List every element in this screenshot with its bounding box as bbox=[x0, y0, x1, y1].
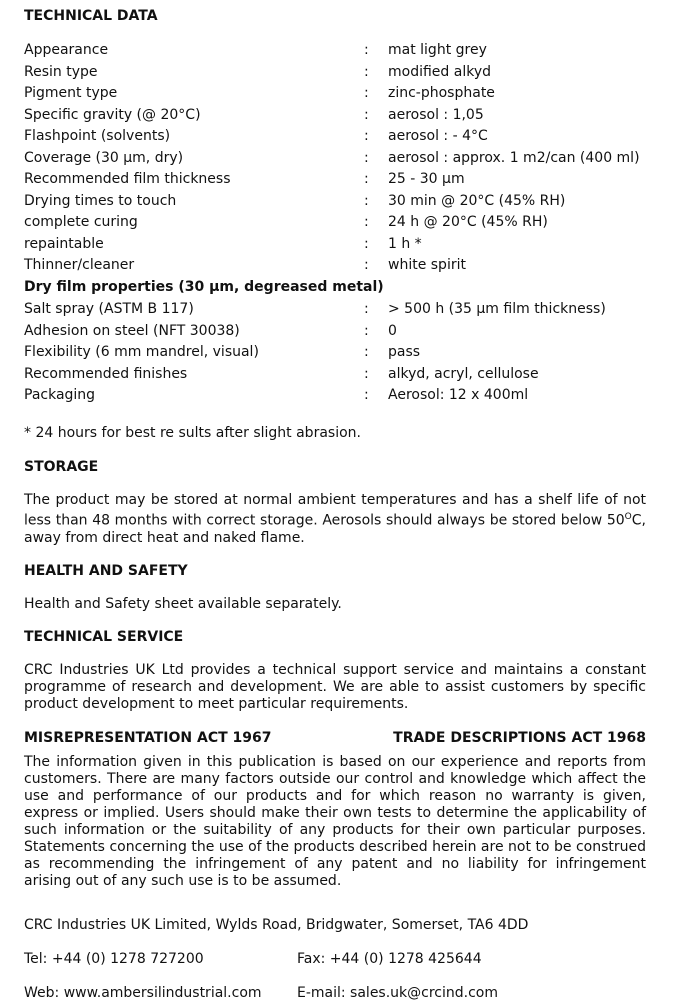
degree-superscript: O bbox=[624, 512, 632, 522]
dry-film-subheading: Dry film properties (30 µm, degreased metal) bbox=[24, 279, 384, 295]
row-colon: : bbox=[364, 106, 369, 123]
technical-data-heading: TECHNICAL DATA bbox=[24, 8, 158, 24]
data-row bbox=[24, 83, 646, 104]
data-row bbox=[24, 191, 646, 212]
row-colon: : bbox=[364, 214, 369, 230]
technical-service-heading: TECHNICAL SERVICE bbox=[24, 629, 184, 645]
website: Web: www.ambersilindustrial.com bbox=[24, 985, 262, 1001]
row-label: Flexibility (6 mm mandrel, visual) bbox=[24, 344, 259, 360]
row-label: Drying times to touch bbox=[24, 192, 177, 209]
data-row bbox=[24, 62, 646, 83]
row-colon: : bbox=[364, 344, 369, 360]
row-value: aerosol : 1,05 bbox=[388, 106, 484, 123]
data-row bbox=[24, 299, 646, 320]
legal-headings bbox=[24, 730, 646, 746]
row-label: Coverage (30 µm, dry) bbox=[24, 149, 184, 166]
row-colon: : bbox=[364, 257, 369, 273]
row-value: zinc-phosphate bbox=[388, 85, 495, 101]
row-value: 30 min @ 20°C (45% RH) bbox=[388, 192, 566, 209]
data-row bbox=[24, 364, 646, 385]
company-address: CRC Industries UK Limited, Wylds Road, Bridgwater, Somerset, TA6 4DD bbox=[24, 917, 529, 933]
row-label: Flashpoint (solvents) bbox=[24, 128, 171, 144]
data-row bbox=[24, 126, 646, 147]
row-label: Specific gravity (@ 20°C) bbox=[24, 106, 201, 123]
trade-descriptions-heading: TRADE DESCRIPTIONS ACT 1968 bbox=[393, 730, 646, 746]
row-label: Resin type bbox=[24, 63, 98, 80]
row-value: modified alkyd bbox=[388, 63, 491, 80]
data-row bbox=[24, 234, 646, 255]
row-label: repaintable bbox=[24, 235, 104, 252]
misrepresentation-heading: MISREPRESENTATION ACT 1967 bbox=[24, 730, 272, 746]
row-value: 0 bbox=[388, 322, 397, 339]
email: E-mail: sales.uk@crcind.com bbox=[297, 985, 499, 1001]
row-value: pass bbox=[388, 344, 421, 360]
fax: Fax: +44 (0) 1278 425644 bbox=[297, 951, 482, 967]
row-label: Pigment type bbox=[24, 85, 118, 101]
legal-text: The information given in this publication is based on our experience and reports from customers. There are many factors outside our control and knowledge which affect the use and performance of our products and for which reason no warranty is given, express or implied. Users should make their own tests to determine the applicability of such information or the suitability of any products for their own particular purposes. Statements concerning the use of the products described herein are not to be construed as recommending the infringement of any patent and no liability for infringement arising out of any such use is to be assumed. bbox=[24, 754, 646, 889]
data-row bbox=[24, 255, 646, 276]
row-label: complete curing bbox=[24, 214, 138, 230]
row-colon: : bbox=[364, 235, 369, 252]
row-value: 1 h * bbox=[388, 235, 422, 252]
row-value: 24 h @ 20°C (45% RH) bbox=[388, 214, 548, 230]
row-label: Adhesion on steel (NFT 30038) bbox=[24, 322, 240, 339]
storage-text bbox=[24, 492, 646, 547]
data-row bbox=[24, 169, 646, 190]
row-colon: : bbox=[364, 301, 369, 317]
row-colon: : bbox=[364, 63, 369, 80]
row-colon: : bbox=[364, 149, 369, 166]
storage-heading: STORAGE bbox=[24, 459, 99, 475]
data-row bbox=[24, 321, 646, 342]
row-label: Recommended finishes bbox=[24, 365, 188, 382]
row-label: Thinner/cleaner bbox=[24, 257, 135, 273]
row-colon: : bbox=[364, 387, 369, 403]
data-row bbox=[24, 40, 646, 61]
data-row bbox=[24, 148, 646, 169]
row-label: Salt spray (ASTM B 117) bbox=[24, 301, 194, 317]
row-value: white spirit bbox=[388, 257, 466, 273]
row-label: Appearance bbox=[24, 42, 109, 58]
row-colon: : bbox=[364, 42, 369, 58]
row-value: > 500 h (35 µm film thickness) bbox=[388, 301, 606, 317]
data-row bbox=[24, 212, 646, 233]
data-row bbox=[24, 105, 646, 126]
health-safety-heading: HEALTH AND SAFETY bbox=[24, 563, 188, 579]
row-value: 25 - 30 µm bbox=[388, 171, 465, 187]
telephone: Tel: +44 (0) 1278 727200 bbox=[24, 951, 204, 967]
row-value: Aerosol: 12 x 400ml bbox=[388, 387, 529, 403]
footnote: * 24 hours for best re sults after slight abrasion. bbox=[24, 425, 361, 441]
storage-text-part2: C, away from direct heat and naked flame. bbox=[24, 512, 646, 546]
data-row bbox=[24, 385, 646, 406]
row-value: mat light grey bbox=[388, 42, 487, 58]
health-safety-text: Health and Safety sheet available separately. bbox=[24, 596, 342, 612]
row-label: Packaging bbox=[24, 387, 96, 403]
row-value: aerosol : approx. 1 m2/can (400 ml) bbox=[388, 149, 640, 166]
storage-text-part1: The product may be stored at normal ambient temperatures and has a shelf life of not less than 48 months with correct storage. Aerosols should always be stored below 50 bbox=[24, 492, 646, 529]
data-row bbox=[24, 342, 646, 363]
row-value: alkyd, acryl, cellulose bbox=[388, 365, 539, 382]
row-colon: : bbox=[364, 322, 369, 339]
row-colon: : bbox=[364, 171, 369, 187]
row-colon: : bbox=[364, 85, 369, 101]
technical-service-text: CRC Industries UK Ltd provides a technical support service and maintains a constant programme of research and development. We are able to assist customers by specific product development to meet particular requirements. bbox=[24, 662, 646, 712]
row-colon: : bbox=[364, 128, 369, 144]
row-value: aerosol : - 4°C bbox=[388, 128, 488, 144]
row-colon: : bbox=[364, 365, 369, 382]
row-colon: : bbox=[364, 192, 369, 209]
row-label: Recommended film thickness bbox=[24, 171, 231, 187]
